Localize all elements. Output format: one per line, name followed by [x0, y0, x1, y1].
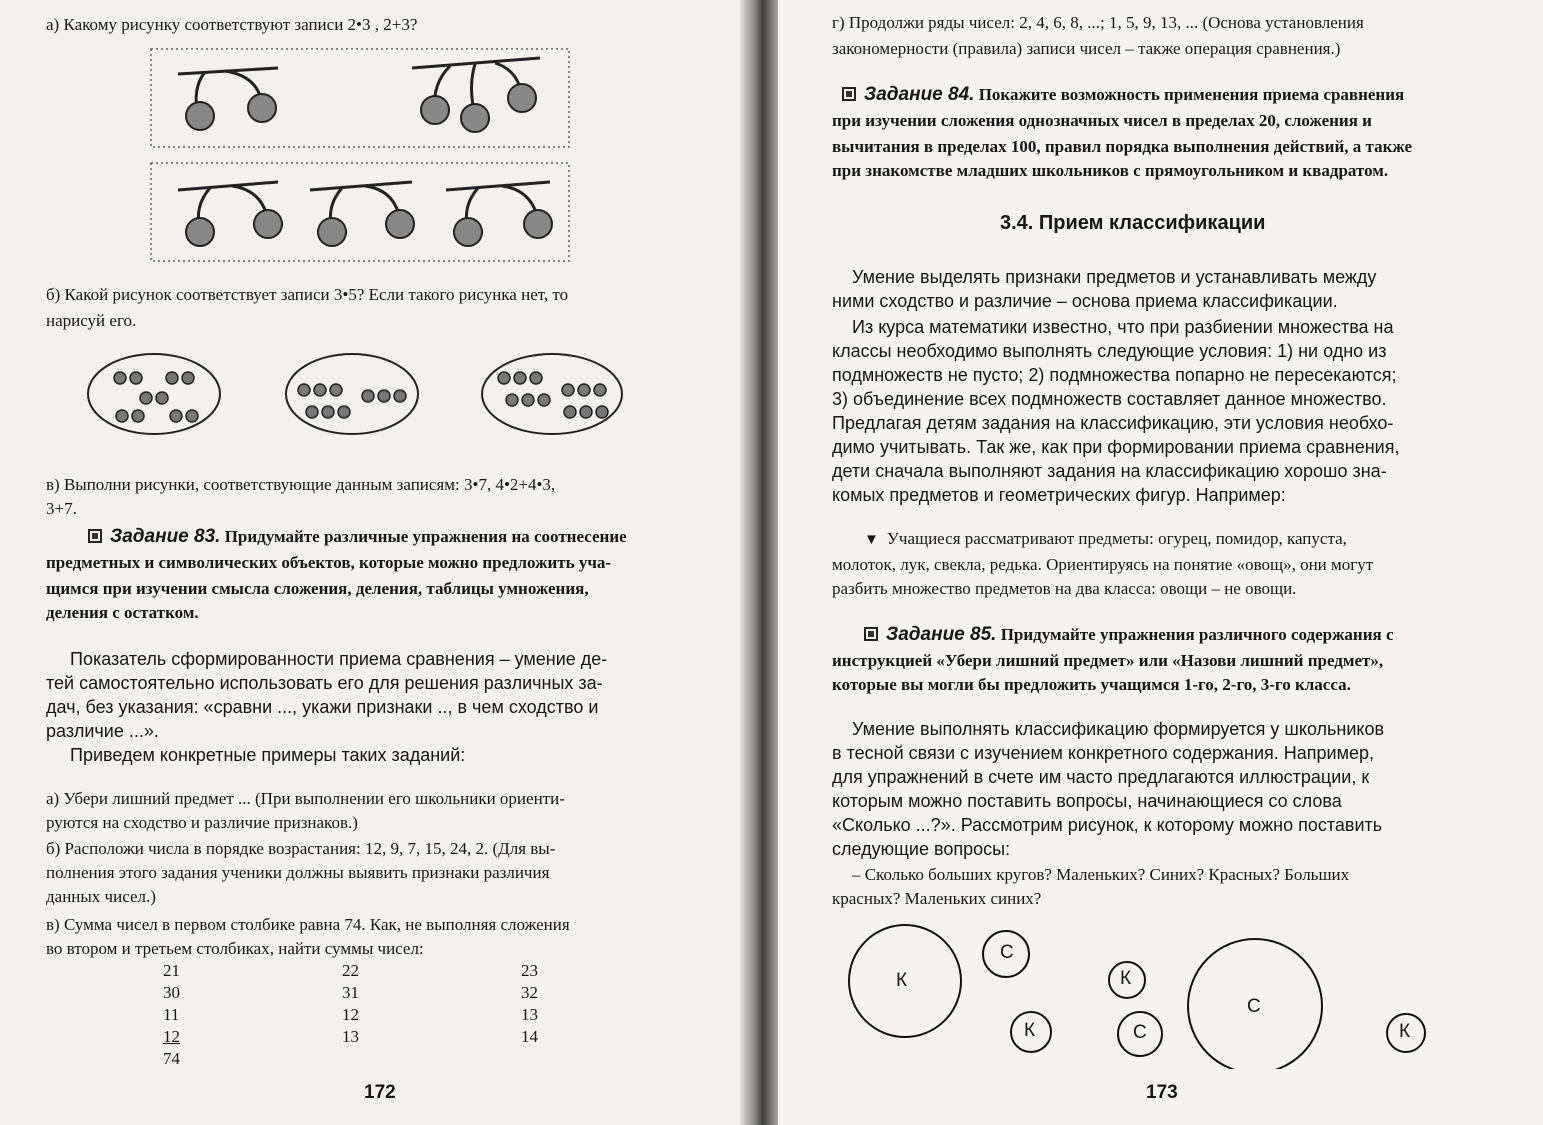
para-2: Приведем конкретные примеры таких заданий:	[70, 745, 466, 765]
column-2-value: 12	[342, 1005, 359, 1024]
class-para-3-line-6: следующие вопросы:	[832, 839, 1011, 859]
column-2-value: 31	[342, 983, 359, 1002]
task-83-line-1: Придумайте различные упражнения на соотнесение	[224, 527, 627, 546]
task-g-line-1: г) Продолжи ряды чисел: 2, 4, 6, 8, ...; 1, 5, 9, 13, ... (Основа установления	[832, 13, 1364, 32]
task-83-line-3: щимся при изучении смысла сложения, деления, таблицы умножения,	[46, 579, 589, 598]
class-para-2-line-6: димо учитывать. Так же, как при формировании приема сравнения,	[832, 437, 1400, 457]
column-2-value: 22	[342, 961, 359, 980]
column-3-value: 13	[521, 1005, 538, 1024]
class-para-2-line-4: 3) объединение всех подмножеств составляет данное множество.	[832, 389, 1387, 409]
task-85-line-2: инструкцией «Убери лишний предмет» или «Назови лишний предмет»,	[832, 651, 1384, 670]
page-number-right: 173	[1146, 1082, 1178, 1103]
task-85-line-1: Придумайте упражнения различного содержания с	[1000, 625, 1394, 644]
example-triangle-line-1	[864, 526, 1347, 553]
column-1	[163, 960, 180, 1070]
example-b-line-2: полнения этого задания ученики должны выявить признаки различия	[46, 863, 550, 882]
class-para-2-line-2: классы необходимо выполнять следующие условия: 1) ни одно из	[832, 341, 1387, 361]
task-84-heading	[842, 82, 1404, 108]
column-2-value: 13	[342, 1027, 359, 1046]
circle-label-k: К	[896, 970, 908, 991]
example-a-line-2: руются на сходство и различие признаков.)	[46, 813, 358, 832]
task-83-heading	[88, 524, 627, 550]
task-a: а) Какому рисунку соответствуют записи 2•3 , 2+3?	[46, 15, 418, 34]
task-85-label: Задание 85.	[886, 624, 997, 645]
para-1-line-4: различие ...».	[46, 721, 159, 741]
circle-label-k: К	[1399, 1021, 1411, 1042]
page-number-left: 172	[364, 1082, 396, 1103]
dashed-frame	[151, 49, 569, 147]
example-b-line-1: б) Расположи числа в порядке возрастания: 12, 9, 7, 15, 24, 2. (Для вы-	[46, 839, 556, 858]
task-84-line-3: вычитания в пределах 100, правил порядка выполнения действий, а также	[832, 137, 1413, 156]
class-para-3-line-5: «Сколько ...?». Рассмотрим рисунок, к которому можно поставить	[832, 815, 1383, 835]
circle-label-s: С	[1247, 996, 1261, 1017]
para-1-line-1: Показатель сформированности приема сравнения – умение де-	[70, 649, 608, 669]
task-g-line-2: закономерности (правила) записи чисел – также операция сравнения.)	[832, 39, 1341, 58]
circles-figure	[848, 924, 1528, 1069]
circle-label-k: К	[1120, 968, 1132, 989]
example-triangle-line-2: молоток, лук, свекла, редька. Ориентируясь на понятие «овощ», они могут	[832, 555, 1374, 574]
task-84-line-4: при знакомстве младших школьников с прямоугольником и квадратом.	[832, 161, 1389, 180]
task-85-line-3: которые вы могли бы предложить учащимся 1-го, 2-го, 3-го класса.	[832, 675, 1351, 694]
class-para-3-line-1: Умение выполнять классификацию формируется у школьников	[852, 719, 1385, 739]
task-box-icon	[842, 87, 856, 101]
column-1-value: 12	[163, 1027, 180, 1046]
example-a-line-1: а) Убери лишний предмет ... (При выполнении его школьники ориенти-	[46, 789, 565, 808]
column-3	[521, 960, 538, 1048]
class-para-2-line-8: комых предметов и геометрических фигур. Например:	[832, 485, 1286, 505]
question-line-2: красных? Маленьких синих?	[832, 889, 1042, 908]
task-83-label: Задание 83.	[110, 526, 221, 547]
circle-label-k: К	[1024, 1020, 1036, 1041]
dots-ovals-figure	[86, 352, 646, 442]
right-page	[778, 0, 1543, 1125]
task-b-line-2: нарисуй его.	[46, 311, 137, 330]
section-title: 3.4. Прием классификации	[1000, 212, 1266, 234]
class-para-2-line-7: дети сначала выполняют задания на классификацию хорошо зна-	[832, 461, 1387, 481]
cherry-figure-1	[150, 48, 570, 148]
example-b-line-3: данных чисел.)	[46, 887, 156, 906]
column-1-value: 11	[163, 1005, 180, 1024]
task-v-line-2: 3+7.	[46, 499, 77, 518]
task-box-icon	[88, 529, 102, 543]
circle-label-s: С	[1000, 942, 1014, 963]
column-2	[342, 960, 359, 1048]
task-84-line-1: Покажите возможность применения приема сравнения	[978, 85, 1405, 104]
column-3-value: 14	[521, 1027, 538, 1046]
task-84-label: Задание 84.	[864, 84, 975, 105]
circle-label-s: С	[1133, 1022, 1147, 1043]
task-b-line-1: б) Какой рисунок соответствует записи 3•5? Если такого рисунка нет, то	[46, 285, 569, 304]
class-para-3-line-2: в тесной связи с изучением конкретного содержания. Например,	[832, 743, 1374, 763]
example-triangle-line-3: разбить множество предметов на два класса: овощи – не овощи.	[832, 579, 1297, 598]
column-3-value: 32	[521, 983, 538, 1002]
left-page	[0, 0, 748, 1125]
class-para-2-line-1: Из курса математики известно, что при разбиении множества на	[852, 317, 1394, 337]
class-para-3-line-4: которым можно поставить вопросы, начинающиеся со слова	[832, 791, 1342, 811]
task-84-line-2: при изучении сложения однозначных чисел в пределах 20, сложения и	[832, 111, 1372, 130]
column-1-value: 30	[163, 983, 180, 1002]
task-v-line-1: в) Выполни рисунки, соответствующие данным записям: 3•7, 4•2+4•3,	[46, 475, 556, 494]
question-line-1: – Сколько больших кругов? Маленьких? Синих? Красных? Больших	[852, 865, 1350, 884]
class-para-1-line-1: Умение выделять признаки предметов и устанавливать между	[852, 267, 1377, 287]
triangle-marker-icon: ▼	[864, 532, 879, 548]
example-triangle-text: Учащиеся рассматривают предметы: огурец, помидор, капуста,	[886, 529, 1347, 548]
para-1-line-3: дач, без указания: «сравни ..., укажи признаки .., в чем сходство и	[46, 697, 599, 717]
class-para-3-line-3: для упражнений в счете им часто предлагаются иллюстрации, к	[832, 767, 1370, 787]
class-para-2-line-3: подмножеств не пусто; 2) подмножества попарно не пересекаются;	[832, 365, 1397, 385]
task-83-line-4: деления с остатком.	[46, 603, 199, 622]
column-1-sum: 74	[163, 1049, 180, 1068]
class-para-2-line-5: Предлагая детям задания на классификацию, эти условия необхо-	[832, 413, 1394, 433]
task-box-icon	[864, 627, 878, 641]
column-1-value: 21	[163, 961, 180, 980]
class-para-1-line-2: ними сходство и различие – основа приема классификации.	[832, 291, 1338, 311]
para-1-line-2: тей самостоятельно использовать его для решения различных за-	[46, 673, 603, 693]
example-v-line-1: в) Сумма чисел в первом столбике равна 74. Как, не выполняя сложения	[46, 915, 570, 934]
task-85-heading	[864, 622, 1394, 648]
dashed-frame	[151, 163, 569, 261]
task-83-line-2: предметных и символических объектов, которые можно предложить уча-	[46, 553, 612, 572]
column-3-value: 23	[521, 961, 538, 980]
cherry-figure-2	[150, 162, 570, 262]
example-v-line-2: во втором и третьем столбиках, найти суммы чисел:	[46, 939, 424, 958]
